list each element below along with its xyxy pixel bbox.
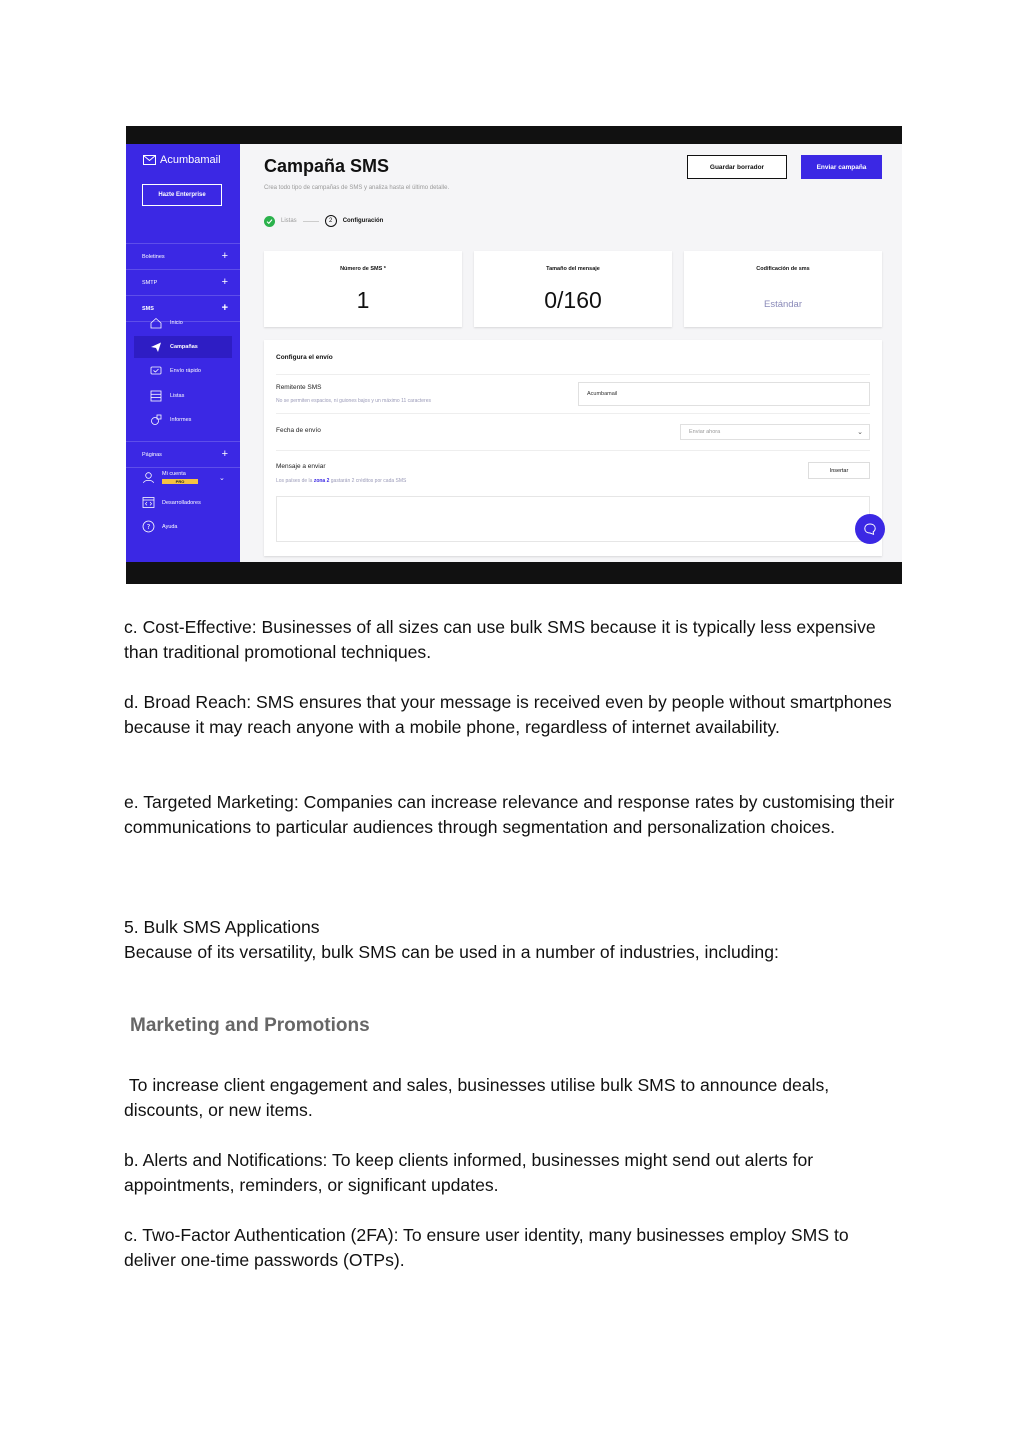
main-content bbox=[240, 144, 902, 562]
embedded-screenshot bbox=[126, 126, 902, 584]
sidebar-section-label: SMTP bbox=[142, 279, 158, 286]
paragraph-marketing: To increase client engagement and sales, businesses utilise bulk SMS to announce deals, discounts, or new items. bbox=[124, 1075, 835, 1120]
heading-marketing-promotions: Marketing and Promotions bbox=[130, 1015, 370, 1036]
sidebar-item-label: Listas bbox=[170, 393, 185, 399]
sidebar-section-boletines[interactable] bbox=[126, 243, 240, 269]
send-date-select[interactable] bbox=[680, 424, 870, 440]
send-date-label: Fecha de envío bbox=[276, 427, 321, 434]
code-window-icon bbox=[142, 496, 155, 509]
plus-icon: + bbox=[221, 448, 228, 460]
envelope-icon bbox=[143, 155, 156, 165]
sidebar-item-label: Inicio bbox=[170, 320, 183, 326]
sidebar-item-listas[interactable] bbox=[134, 385, 232, 407]
sender-hint: No se permiten espacios, ni guiones bajos y un máximo 11 caracteres bbox=[276, 398, 431, 404]
divider bbox=[126, 467, 240, 468]
panel-title: Configura el envío bbox=[276, 354, 333, 361]
message-hint: Los países de la zona 2 gastarán 2 créditos por cada SMS bbox=[276, 478, 407, 484]
sidebar-item-inicio[interactable] bbox=[134, 312, 232, 334]
home-icon bbox=[150, 317, 162, 329]
message-textarea[interactable] bbox=[276, 496, 870, 542]
page-title: Campaña SMS bbox=[264, 156, 390, 176]
plus-icon: + bbox=[221, 302, 228, 314]
sidebar-item-label: Ayuda bbox=[162, 523, 178, 530]
svg-text:?: ? bbox=[146, 523, 151, 531]
stepper bbox=[264, 215, 383, 227]
enterprise-button[interactable]: Hazte Enterprise bbox=[142, 184, 222, 206]
sidebar-item-label: Desarrolladores bbox=[162, 499, 201, 506]
send-config-panel bbox=[264, 340, 882, 556]
sidebar-item-envio-rapido[interactable] bbox=[134, 360, 232, 382]
step-configuracion[interactable]: Configuración bbox=[342, 218, 384, 224]
divider bbox=[276, 413, 870, 414]
send-date-value: Enviar ahora bbox=[689, 429, 721, 435]
help-icon bbox=[142, 520, 155, 533]
paper-plane-icon bbox=[150, 341, 162, 353]
sidebar-section-label: Páginas bbox=[142, 451, 162, 458]
sidebar-item-desarrolladores[interactable] bbox=[142, 496, 201, 509]
list-icon bbox=[150, 390, 162, 402]
sidebar-item-label: Informes bbox=[170, 417, 192, 423]
logo[interactable] bbox=[143, 154, 221, 166]
account-menu[interactable] bbox=[142, 471, 225, 484]
plus-icon: + bbox=[221, 276, 228, 288]
step-number: 2 bbox=[325, 215, 337, 227]
paragraph-cost-effective: c. Cost-Effective: Businesses of all sizes can use bulk SMS because it is typically less expensive than traditional promotional techniques. bbox=[124, 617, 876, 662]
sidebar-item-label: Campañas bbox=[170, 344, 198, 350]
card-label: Número de SMS * bbox=[340, 266, 386, 272]
quick-send-icon bbox=[150, 365, 162, 377]
app-window bbox=[126, 144, 902, 562]
user-icon bbox=[142, 471, 155, 484]
reports-icon bbox=[150, 414, 162, 426]
paragraph-alerts: b. Alerts and Notifications: To keep clients informed, businesses might send out alerts for appointments, reminders, or significant updates. bbox=[124, 1150, 814, 1195]
logo-text: Acumbamail bbox=[160, 154, 221, 166]
sidebar-item-ayuda[interactable] bbox=[142, 520, 178, 533]
paragraph-2fa: c. Two-Factor Authentication (2FA): To ensure user identity, many businesses employ SMS to deliver one-time passwords (OTPs). bbox=[124, 1225, 849, 1270]
check-icon bbox=[264, 216, 275, 227]
message-label: Mensaje a enviar bbox=[276, 463, 326, 470]
send-campaign-button[interactable]: Enviar campaña bbox=[801, 155, 882, 179]
sidebar-item-campanas[interactable] bbox=[134, 336, 232, 358]
section-5-title: 5. Bulk SMS Applications bbox=[124, 917, 320, 937]
sidebar bbox=[126, 144, 240, 562]
save-draft-button[interactable]: Guardar borrador bbox=[687, 155, 787, 179]
page-subtitle: Crea todo tipo de campañas de SMS y analiza hasta el último detalle. bbox=[264, 185, 450, 191]
pro-badge: PRO bbox=[162, 479, 198, 484]
sidebar-section-smtp[interactable] bbox=[126, 269, 240, 295]
sidebar-item-informes[interactable] bbox=[134, 409, 232, 431]
step-connector bbox=[303, 221, 319, 222]
card-value: 0/160 bbox=[544, 287, 602, 313]
paragraph-targeted-marketing: e. Targeted Marketing: Companies can increase relevance and response rates by customising their communications to particular audiences through segmentation and personalization choices. bbox=[124, 792, 895, 837]
chat-button[interactable] bbox=[855, 514, 885, 544]
card-value: Estándar bbox=[763, 299, 803, 310]
divider bbox=[276, 450, 870, 451]
chevron-down-icon: ⌄ bbox=[219, 474, 225, 482]
sender-input[interactable]: Acumbamail bbox=[578, 382, 870, 406]
account-label: Mi cuenta bbox=[162, 471, 186, 477]
card-label: Codificación de sms bbox=[756, 266, 810, 272]
sidebar-section-label: SMS bbox=[142, 305, 154, 312]
sidebar-section-label: Boletines bbox=[142, 253, 165, 260]
sender-label: Remitente SMS bbox=[276, 384, 322, 391]
zone-link[interactable]: zona 2 bbox=[313, 478, 330, 484]
sms-count-card bbox=[264, 251, 462, 327]
paragraph-broad-reach: d. Broad Reach: SMS ensures that your message is received even by people without smartphones because it may reach anyone with a mobile phone, regardless of internet availability. bbox=[124, 692, 892, 737]
step-listas[interactable]: Listas bbox=[281, 218, 297, 224]
plus-icon: + bbox=[221, 250, 228, 262]
encoding-card bbox=[684, 251, 882, 327]
card-value: 1 bbox=[356, 287, 370, 313]
chevron-down-icon: ⌄ bbox=[857, 429, 863, 436]
sidebar-section-paginas[interactable] bbox=[126, 441, 240, 467]
chat-bubble-icon bbox=[863, 522, 877, 536]
section-5-intro: Because of its versatility, bulk SMS can be used in a number of industries, including: bbox=[124, 942, 779, 962]
card-label: Tamaño del mensaje bbox=[546, 266, 600, 272]
message-size-card bbox=[474, 251, 672, 327]
divider bbox=[276, 374, 870, 375]
sidebar-item-label: Envío rápido bbox=[170, 368, 201, 374]
insert-button[interactable]: Insertar bbox=[808, 462, 870, 479]
